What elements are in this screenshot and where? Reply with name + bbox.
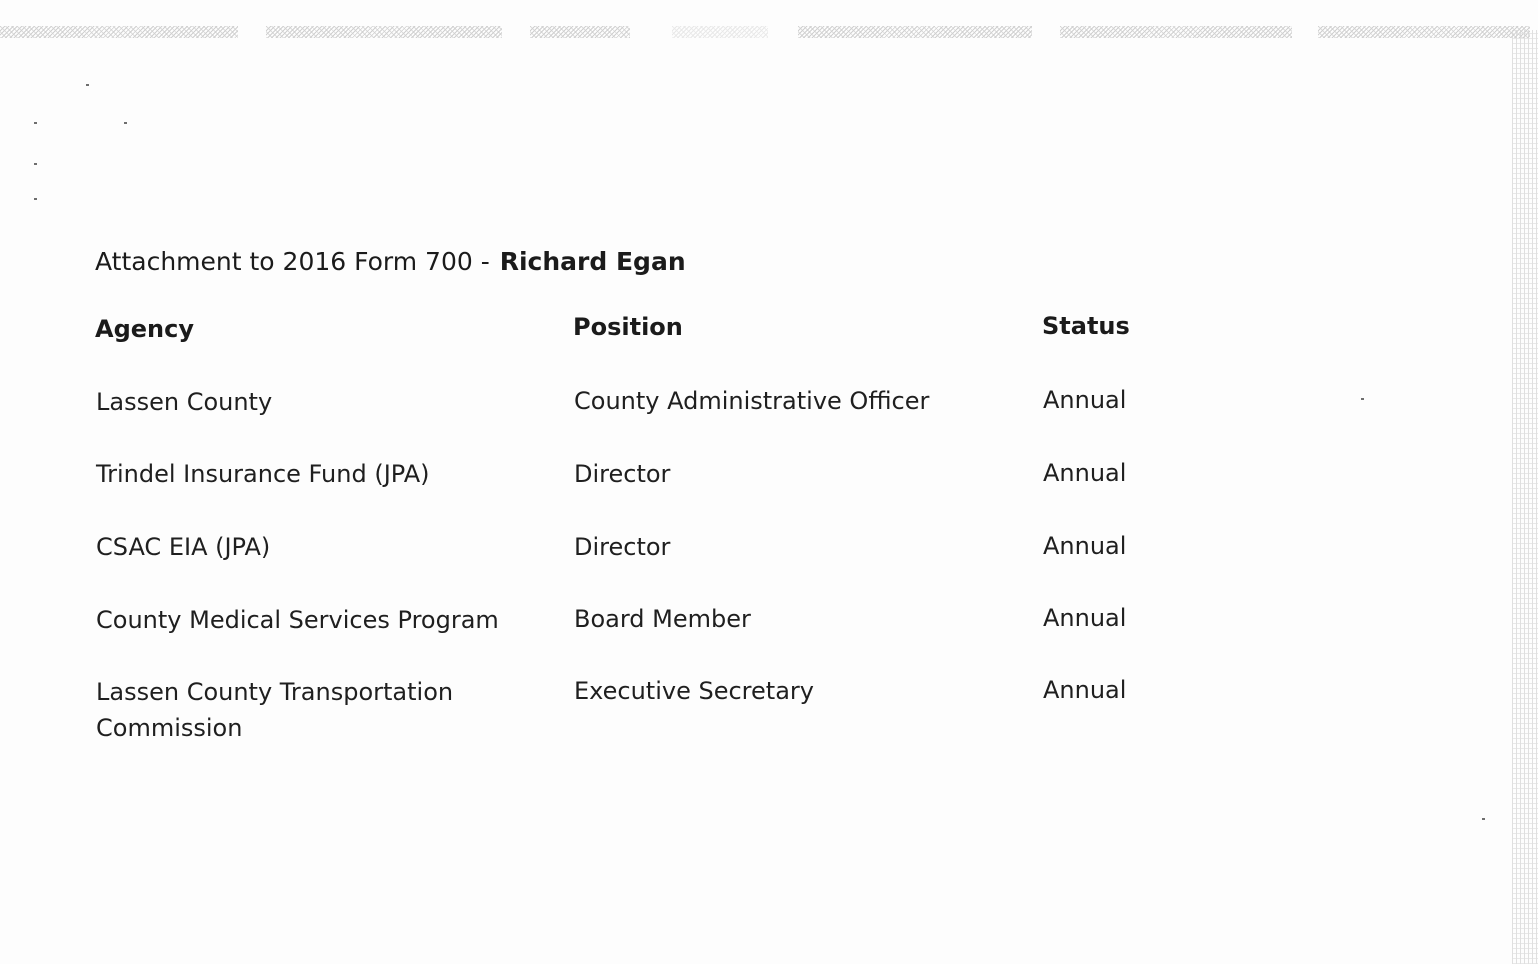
scan-speck: [124, 122, 127, 124]
cell-position: Board Member: [574, 605, 751, 633]
cell-agency: CSAC EIA (JPA): [96, 533, 271, 561]
scan-noise-segment: [0, 26, 238, 38]
cell-agency: Lassen County Transportation Commission: [96, 678, 454, 742]
scan-speck: [34, 198, 37, 200]
cell-position: Director: [574, 533, 671, 561]
scan-noise-segment: [672, 26, 768, 38]
cell-agency: Lassen County: [96, 388, 273, 416]
scan-speck: [34, 122, 37, 124]
cell-status: Annual: [1043, 386, 1127, 414]
cell-agency: Trindel Insurance Fund (JPA): [96, 460, 430, 488]
cell-status: Annual: [1043, 676, 1127, 704]
scan-noise-right-edge: [1512, 30, 1538, 964]
header-agency: Agency: [95, 315, 194, 343]
scan-noise-segment: [1060, 26, 1292, 38]
scan-speck: [1482, 818, 1485, 820]
attachment-title: [95, 247, 686, 276]
scan-noise-segment: [798, 26, 1032, 38]
cell-status: Annual: [1043, 459, 1127, 487]
scan-speck: [86, 84, 89, 86]
scan-speck: [34, 163, 37, 165]
scan-speck: [1361, 398, 1364, 400]
filer-name: Richard Egan: [499, 247, 686, 276]
scan-noise-segment: [266, 26, 502, 38]
scan-noise-top: [0, 22, 1538, 44]
header-position: Position: [573, 313, 683, 341]
scan-noise-segment: [1318, 26, 1530, 38]
cell-status: Annual: [1043, 604, 1127, 632]
cell-agency: County Medical Services Program: [96, 606, 499, 634]
cell-status: Annual: [1043, 532, 1127, 560]
header-status: Status: [1042, 312, 1130, 340]
title-prefix: Attachment to 2016 Form 700 -: [95, 247, 490, 276]
cell-position: Executive Secretary: [574, 677, 814, 705]
cell-position: County Administrative Officer: [574, 387, 930, 415]
scan-noise-segment: [530, 26, 630, 38]
cell-position: Director: [574, 460, 671, 488]
